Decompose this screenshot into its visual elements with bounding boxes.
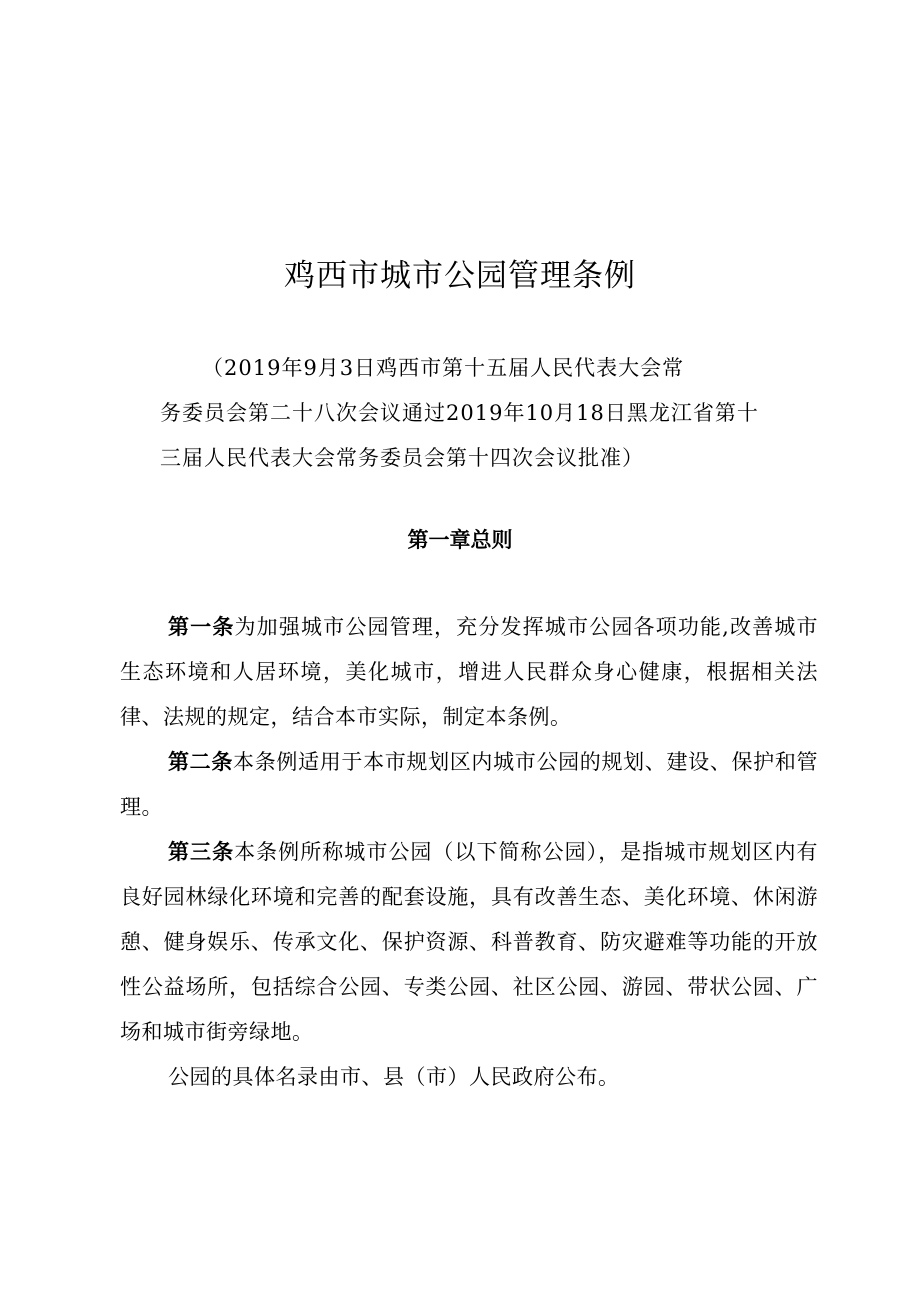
article-label: 第二条 — [168, 750, 234, 774]
article-paragraph — [120, 605, 818, 740]
article-label: 第三条 — [168, 840, 235, 864]
article-text: 本条例适用于本市规划区内城市公园的规划、建设、保护和管理。 — [120, 750, 819, 819]
article-paragraph — [120, 740, 818, 830]
document-title: 鸡西市城市公园管理条例 — [284, 258, 636, 294]
article-paragraph — [120, 1055, 818, 1100]
adoption-note-line: 务委员会第二十八次会议通过2019年10月18日黑龙江省第十 — [160, 401, 759, 425]
document-body — [120, 605, 818, 1100]
chapter-heading: 第一章总则 — [407, 528, 513, 552]
article-paragraph — [120, 830, 818, 1055]
adoption-note-line: （2019年9月3日鸡西市第十五届人民代表大会常 — [202, 356, 685, 380]
article-text: 本条例所称城市公园（以下简称公园），是指城市规划区内有良好园林绿化环境和完善的配套设施，具有改善生态、美化环境、休闲游憩、健身娱乐、传承文化、保护资源、科普教育、防灾避难等功能的开放性公益场所，包括综合公园、专类公园、社区公园、游园、带状公园、广场和城市街旁绿地。 — [120, 840, 819, 1044]
article-label: 第一条 — [168, 615, 235, 639]
article-text: 公园的具体名录由市、县（市）人民政府公布。 — [168, 1065, 620, 1089]
adoption-note-line: 三届人民代表大会常务委员会第十四次会议批准） — [160, 446, 644, 470]
article-text: 为加强城市公园管理，充分发挥城市公园各项功能,改善城市生态环境和人居环境，美化城市，增进人民群众身心健康，根据相关法律、法规的规定，结合本市实际，制定本条例。 — [120, 615, 818, 729]
adoption-note — [160, 346, 820, 481]
